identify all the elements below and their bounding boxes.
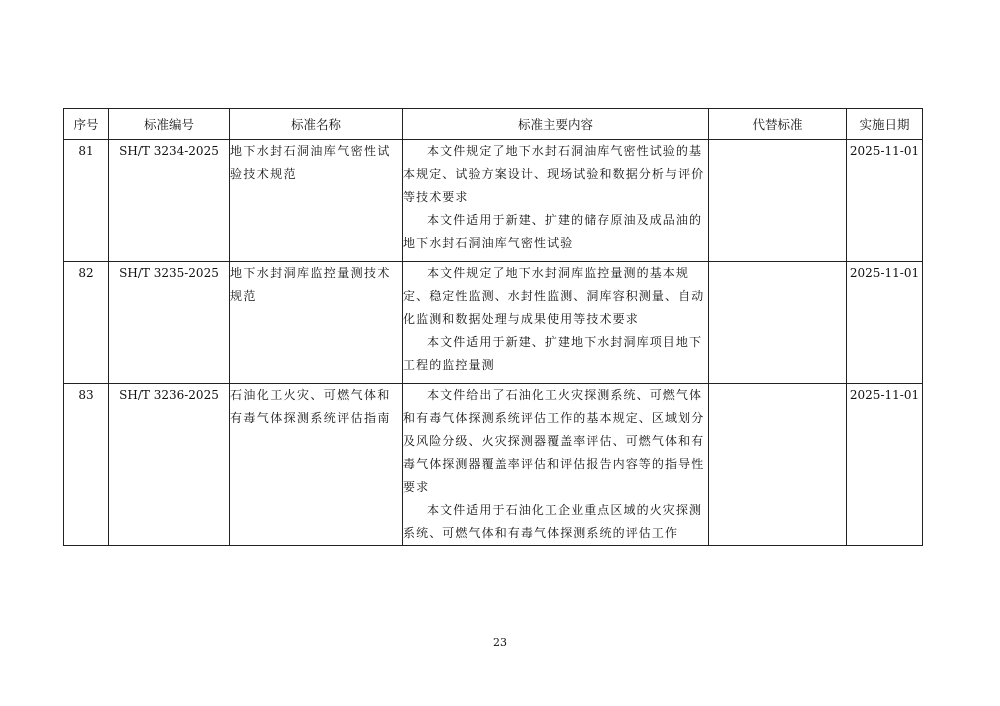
standard-code-cell: SH/T 3234-2025 (109, 140, 230, 262)
serial-no-cell: 81 (64, 140, 109, 262)
header-standard-name: 标准名称 (230, 109, 403, 140)
header-effective-date: 实施日期 (847, 109, 923, 140)
replaced-standard-cell (709, 140, 847, 262)
standard-code-cell: SH/T 3235-2025 (109, 262, 230, 384)
serial-no-cell: 82 (64, 262, 109, 384)
header-serial-no: 序号 (64, 109, 109, 140)
effective-date-cell: 2025-11-01 (847, 262, 923, 384)
table-row (64, 384, 923, 546)
table-row (64, 262, 923, 384)
main-content-cell (403, 384, 709, 546)
content-paragraph: 本文件适用于新建、扩建地下水封洞库项目地下工程的监控量测 (403, 335, 703, 372)
header-standard-code: 标准编号 (109, 109, 230, 140)
header-main-content: 标准主要内容 (403, 109, 709, 140)
content-paragraph: 本文件规定了地下水封石洞油库气密性试验的基本规定、试验方案设计、现场试验和数据分析与评价等技术要求 (403, 144, 705, 204)
content-paragraph: 本文件适用于新建、扩建的储存原油及成品油的地下水封石洞油库气密性试验 (403, 213, 703, 250)
content-paragraph: 本文件适用于石油化工企业重点区域的火灾探测系统、可燃气体和有毒气体探测系统的评估工作 (403, 503, 703, 540)
content-paragraph: 本文件规定了地下水封洞库监控量测的基本规定、稳定性监测、水封性监测、洞库容积测量、自动化监测和数据处理与成果使用等技术要求 (403, 266, 705, 326)
standard-code-cell: SH/T 3236-2025 (109, 384, 230, 546)
main-content-cell (403, 262, 709, 384)
effective-date-cell: 2025-11-01 (847, 384, 923, 546)
replaced-standard-cell (709, 262, 847, 384)
table-row (64, 140, 923, 262)
standard-name-cell: 地下水封石洞油库气密性试验技术规范 (230, 140, 403, 262)
serial-no-cell: 83 (64, 384, 109, 546)
standards-table (63, 108, 923, 546)
header-replaced-standard: 代替标准 (709, 109, 847, 140)
content-paragraph: 本文件给出了石油化工火灾探测系统、可燃气体和有毒气体探测系统评估工作的基本规定、区域划分及风险分级、火灾探测器覆盖率评估、可燃气体和有毒气体探测器覆盖率评估和评估报告内容等的指导性要求 (403, 388, 705, 494)
standard-name-cell: 地下水封洞库监控量测技术规范 (230, 262, 403, 384)
standard-name-cell: 石油化工火灾、可燃气体和有毒气体探测系统评估指南 (230, 384, 403, 546)
effective-date-cell: 2025-11-01 (847, 140, 923, 262)
header-row (64, 109, 923, 140)
replaced-standard-cell (709, 384, 847, 546)
main-content-cell (403, 140, 709, 262)
page-number: 23 (493, 636, 507, 649)
